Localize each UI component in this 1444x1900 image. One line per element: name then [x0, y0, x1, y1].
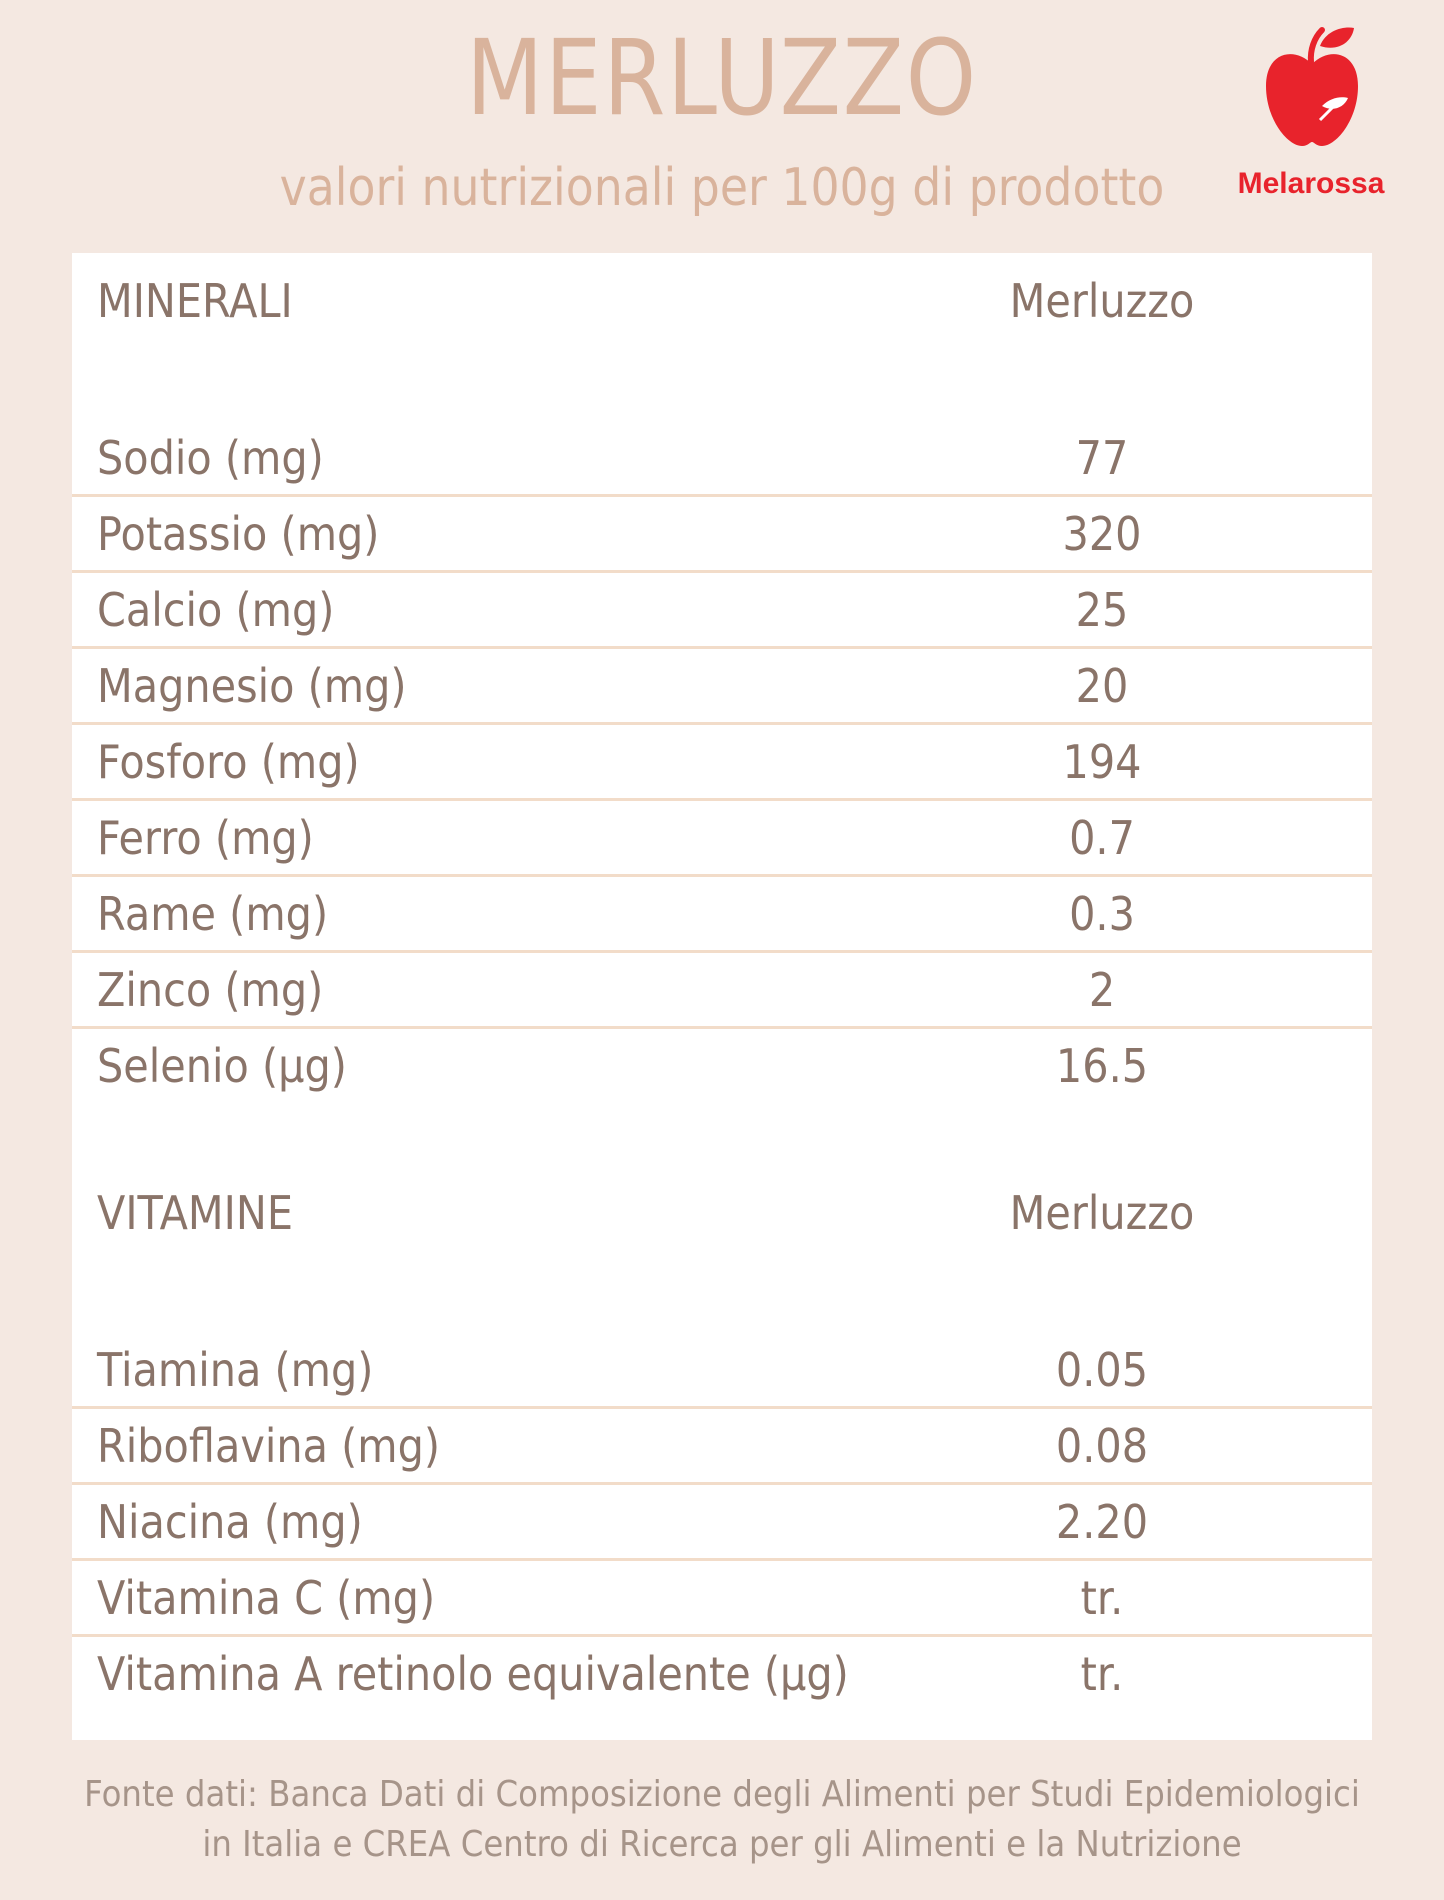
- table-row: [72, 950, 1372, 1029]
- row-label: Sodio (mg): [97, 431, 324, 485]
- row-label: Tiamina (mg): [97, 1343, 374, 1397]
- minerali-header-row: [72, 261, 1372, 337]
- table-row: [72, 570, 1372, 649]
- row-value: 2.20: [1055, 1495, 1149, 1549]
- vitamine-header-row: [72, 1173, 1372, 1249]
- row-label: Fosforo (mg): [97, 735, 360, 789]
- table-row: [72, 1558, 1372, 1637]
- minerali-column-header: Merluzzo: [1009, 274, 1195, 328]
- table-row: [72, 798, 1372, 877]
- row-value: 194: [1062, 735, 1142, 789]
- table-row: [72, 1330, 1372, 1409]
- nutrition-table: [72, 253, 1372, 1740]
- row-label: Selenio (μg): [97, 1039, 347, 1093]
- row-value: 0.05: [1055, 1343, 1149, 1397]
- row-label: Zinco (mg): [97, 963, 324, 1017]
- page-subtitle: valori nutrizionali per 100g di prodotto: [279, 158, 1165, 218]
- row-value: tr.: [1080, 1647, 1124, 1701]
- row-value: 320: [1062, 507, 1142, 561]
- row-value: 77: [1075, 431, 1129, 485]
- row-value: 0.08: [1055, 1419, 1149, 1473]
- row-label: Calcio (mg): [97, 583, 335, 637]
- table-row: [72, 494, 1372, 573]
- row-label: Potassio (mg): [97, 507, 380, 561]
- row-value: 16.5: [1055, 1039, 1149, 1093]
- vitamine-heading: VITAMINE: [97, 1186, 293, 1240]
- apple-icon: [1264, 24, 1360, 154]
- row-value: 2: [1088, 963, 1116, 1017]
- table-row: [72, 874, 1372, 953]
- row-label: Riboflavina (mg): [97, 1419, 441, 1473]
- source-line-1: Fonte dati: Banca Dati di Composizione degli Alimenti per Studi Epidemiologici: [84, 1774, 1360, 1815]
- table-row: [72, 1026, 1372, 1102]
- table-row: [72, 1482, 1372, 1561]
- row-value: 0.7: [1069, 811, 1135, 865]
- row-value: 0.3: [1069, 887, 1135, 941]
- row-label: Rame (mg): [97, 887, 329, 941]
- table-row: [72, 418, 1372, 497]
- row-label: Niacina (mg): [97, 1495, 363, 1549]
- table-row: [72, 722, 1372, 801]
- row-label: Vitamina A retinolo equivalente (μg): [97, 1647, 849, 1701]
- row-value: 20: [1075, 659, 1129, 713]
- row-label: Ferro (mg): [97, 811, 314, 865]
- brand-logo: [1226, 24, 1396, 204]
- source-note: [72, 1770, 1372, 1870]
- row-label: Vitamina C (mg): [97, 1571, 436, 1625]
- page-title: MERLUZZO: [466, 17, 978, 139]
- row-label: Magnesio (mg): [97, 659, 407, 713]
- minerali-heading: MINERALI: [97, 274, 293, 328]
- row-value: tr.: [1080, 1571, 1124, 1625]
- source-line-2: in Italia e CREA Centro di Ricerca per gli Alimenti e la Nutrizione: [202, 1824, 1242, 1865]
- brand-name: Melarossa: [1237, 167, 1385, 200]
- vitamine-column-header: Merluzzo: [1009, 1186, 1195, 1240]
- table-row: [72, 1634, 1372, 1710]
- table-row: [72, 1406, 1372, 1485]
- table-row: [72, 646, 1372, 725]
- row-value: 25: [1075, 583, 1129, 637]
